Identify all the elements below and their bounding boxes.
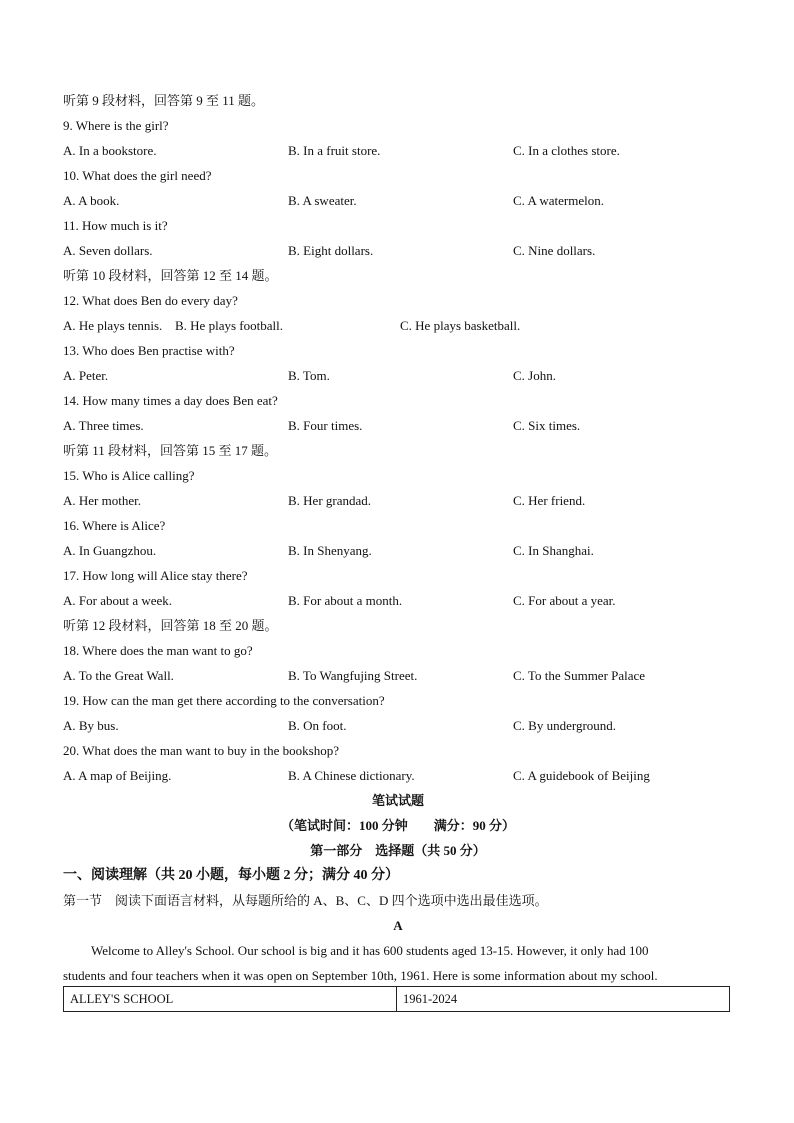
question: 18. Where does the man want to go?	[63, 643, 253, 658]
option-a[interactable]: A. A map of Beijing.	[63, 768, 172, 783]
section-header: 听第 11 段材料，回答第 15 至 17 题。	[63, 443, 278, 458]
option-a[interactable]: A. By bus.	[63, 718, 119, 733]
option-c[interactable]: C. Her friend.	[513, 493, 586, 508]
question: 16. Where is Alice?	[63, 518, 166, 533]
question: 17. How long will Alice stay there?	[63, 568, 248, 583]
school-info-table	[63, 986, 730, 1012]
option-c[interactable]: C. A guidebook of Beijing	[513, 768, 650, 783]
option-a[interactable]: A. Peter.	[63, 368, 109, 383]
option-a[interactable]: A. For about a week.	[63, 593, 173, 608]
options-row	[63, 588, 733, 613]
option-b[interactable]: B. Four times.	[288, 418, 363, 433]
option-c[interactable]: C. Six times.	[513, 418, 581, 433]
option-a[interactable]: A. In a bookstore.	[63, 143, 157, 158]
part-title: 第一部分 选择题（共 50 分）	[310, 843, 486, 858]
question: 13. Who does Ben practise with?	[63, 343, 235, 358]
question: 19. How can the man get there according to the conversation?	[63, 693, 385, 708]
options-row	[63, 188, 733, 213]
written-exam-title: 笔试试题	[371, 793, 424, 808]
option-b[interactable]: B. In a fruit store.	[288, 143, 381, 158]
passage-label: A	[393, 918, 403, 933]
table-row	[64, 987, 730, 1012]
option-a[interactable]: A. Three times.	[63, 418, 144, 433]
option-c[interactable]: C. For about a year.	[513, 593, 616, 608]
option-b[interactable]: B. A sweater.	[288, 193, 357, 208]
option-a[interactable]: A. Her mother.	[63, 493, 141, 508]
option-a[interactable]: A. He plays tennis.	[63, 318, 163, 333]
options-row	[63, 363, 733, 388]
options-row	[63, 763, 733, 788]
table-cell: 1961-2024	[397, 987, 730, 1012]
table-cell: ALLEY'S SCHOOL	[64, 987, 397, 1012]
option-a[interactable]: A. In Guangzhou.	[63, 543, 157, 558]
option-c[interactable]: C. In Shanghai.	[513, 543, 594, 558]
option-b[interactable]: B. A Chinese dictionary.	[288, 768, 415, 783]
question: 10. What does the girl need?	[63, 168, 212, 183]
options-row	[63, 713, 733, 738]
option-b[interactable]: B. On foot.	[288, 718, 347, 733]
option-b[interactable]: B. To Wangfujing Street.	[288, 668, 418, 683]
question: 9. Where is the girl?	[63, 118, 169, 133]
option-c[interactable]: C. Nine dollars.	[513, 243, 596, 258]
option-b[interactable]: B. Her grandad.	[288, 493, 372, 508]
section-header: 听第 9 段材料，回答第 9 至 11 题。	[63, 93, 265, 108]
options-row	[63, 488, 733, 513]
option-b[interactable]: B. Eight dollars.	[288, 243, 374, 258]
option-c[interactable]: C. By underground.	[513, 718, 617, 733]
instruction: 第一节 阅读下面语言材料，从每题所给的 A、B、C、D 四个选项中选出最佳选项。	[63, 893, 548, 908]
options-row	[63, 138, 733, 163]
option-a[interactable]: A. To the Great Wall.	[63, 668, 174, 683]
passage-text: Welcome to Alley's School. Our school is big and it has 600 students aged 13-15. However, it only had 100	[91, 943, 649, 958]
written-exam-time: （笔试时间：100 分钟 满分：90 分）	[280, 818, 515, 833]
options-row	[63, 313, 733, 338]
exam-page	[63, 88, 733, 988]
option-a[interactable]: A. A book.	[63, 193, 120, 208]
reading-section-title: 一、阅读理解（共 20 小题，每小题 2 分；满分 40 分）	[63, 868, 399, 883]
option-c[interactable]: C. To the Summer Palace	[513, 668, 646, 683]
option-c[interactable]: C. John.	[513, 368, 556, 383]
question: 15. Who is Alice calling?	[63, 468, 195, 483]
option-b[interactable]: B. Tom.	[288, 368, 330, 383]
option-c[interactable]: C. He plays basketball.	[400, 318, 521, 333]
question: 20. What does the man want to buy in the bookshop?	[63, 743, 339, 758]
option-c[interactable]: C. A watermelon.	[513, 193, 604, 208]
option-b[interactable]: B. In Shenyang.	[288, 543, 372, 558]
option-a[interactable]: A. Seven dollars.	[63, 243, 153, 258]
section-header: 听第 10 段材料，回答第 12 至 14 题。	[63, 268, 278, 283]
options-row	[63, 538, 733, 563]
passage-text: students and four teachers when it was open on September 10th, 1961. Here is some information about my school.	[63, 968, 658, 983]
option-b[interactable]: B. For about a month.	[288, 593, 403, 608]
options-row	[63, 663, 733, 688]
option-b[interactable]: B. He plays football.	[175, 318, 283, 333]
question: 11. How much is it?	[63, 218, 168, 233]
section-header: 听第 12 段材料，回答第 18 至 20 题。	[63, 618, 278, 633]
options-row	[63, 413, 733, 438]
question: 14. How many times a day does Ben eat?	[63, 393, 278, 408]
option-c[interactable]: C. In a clothes store.	[513, 143, 620, 158]
question: 12. What does Ben do every day?	[63, 293, 238, 308]
options-row	[63, 238, 733, 263]
